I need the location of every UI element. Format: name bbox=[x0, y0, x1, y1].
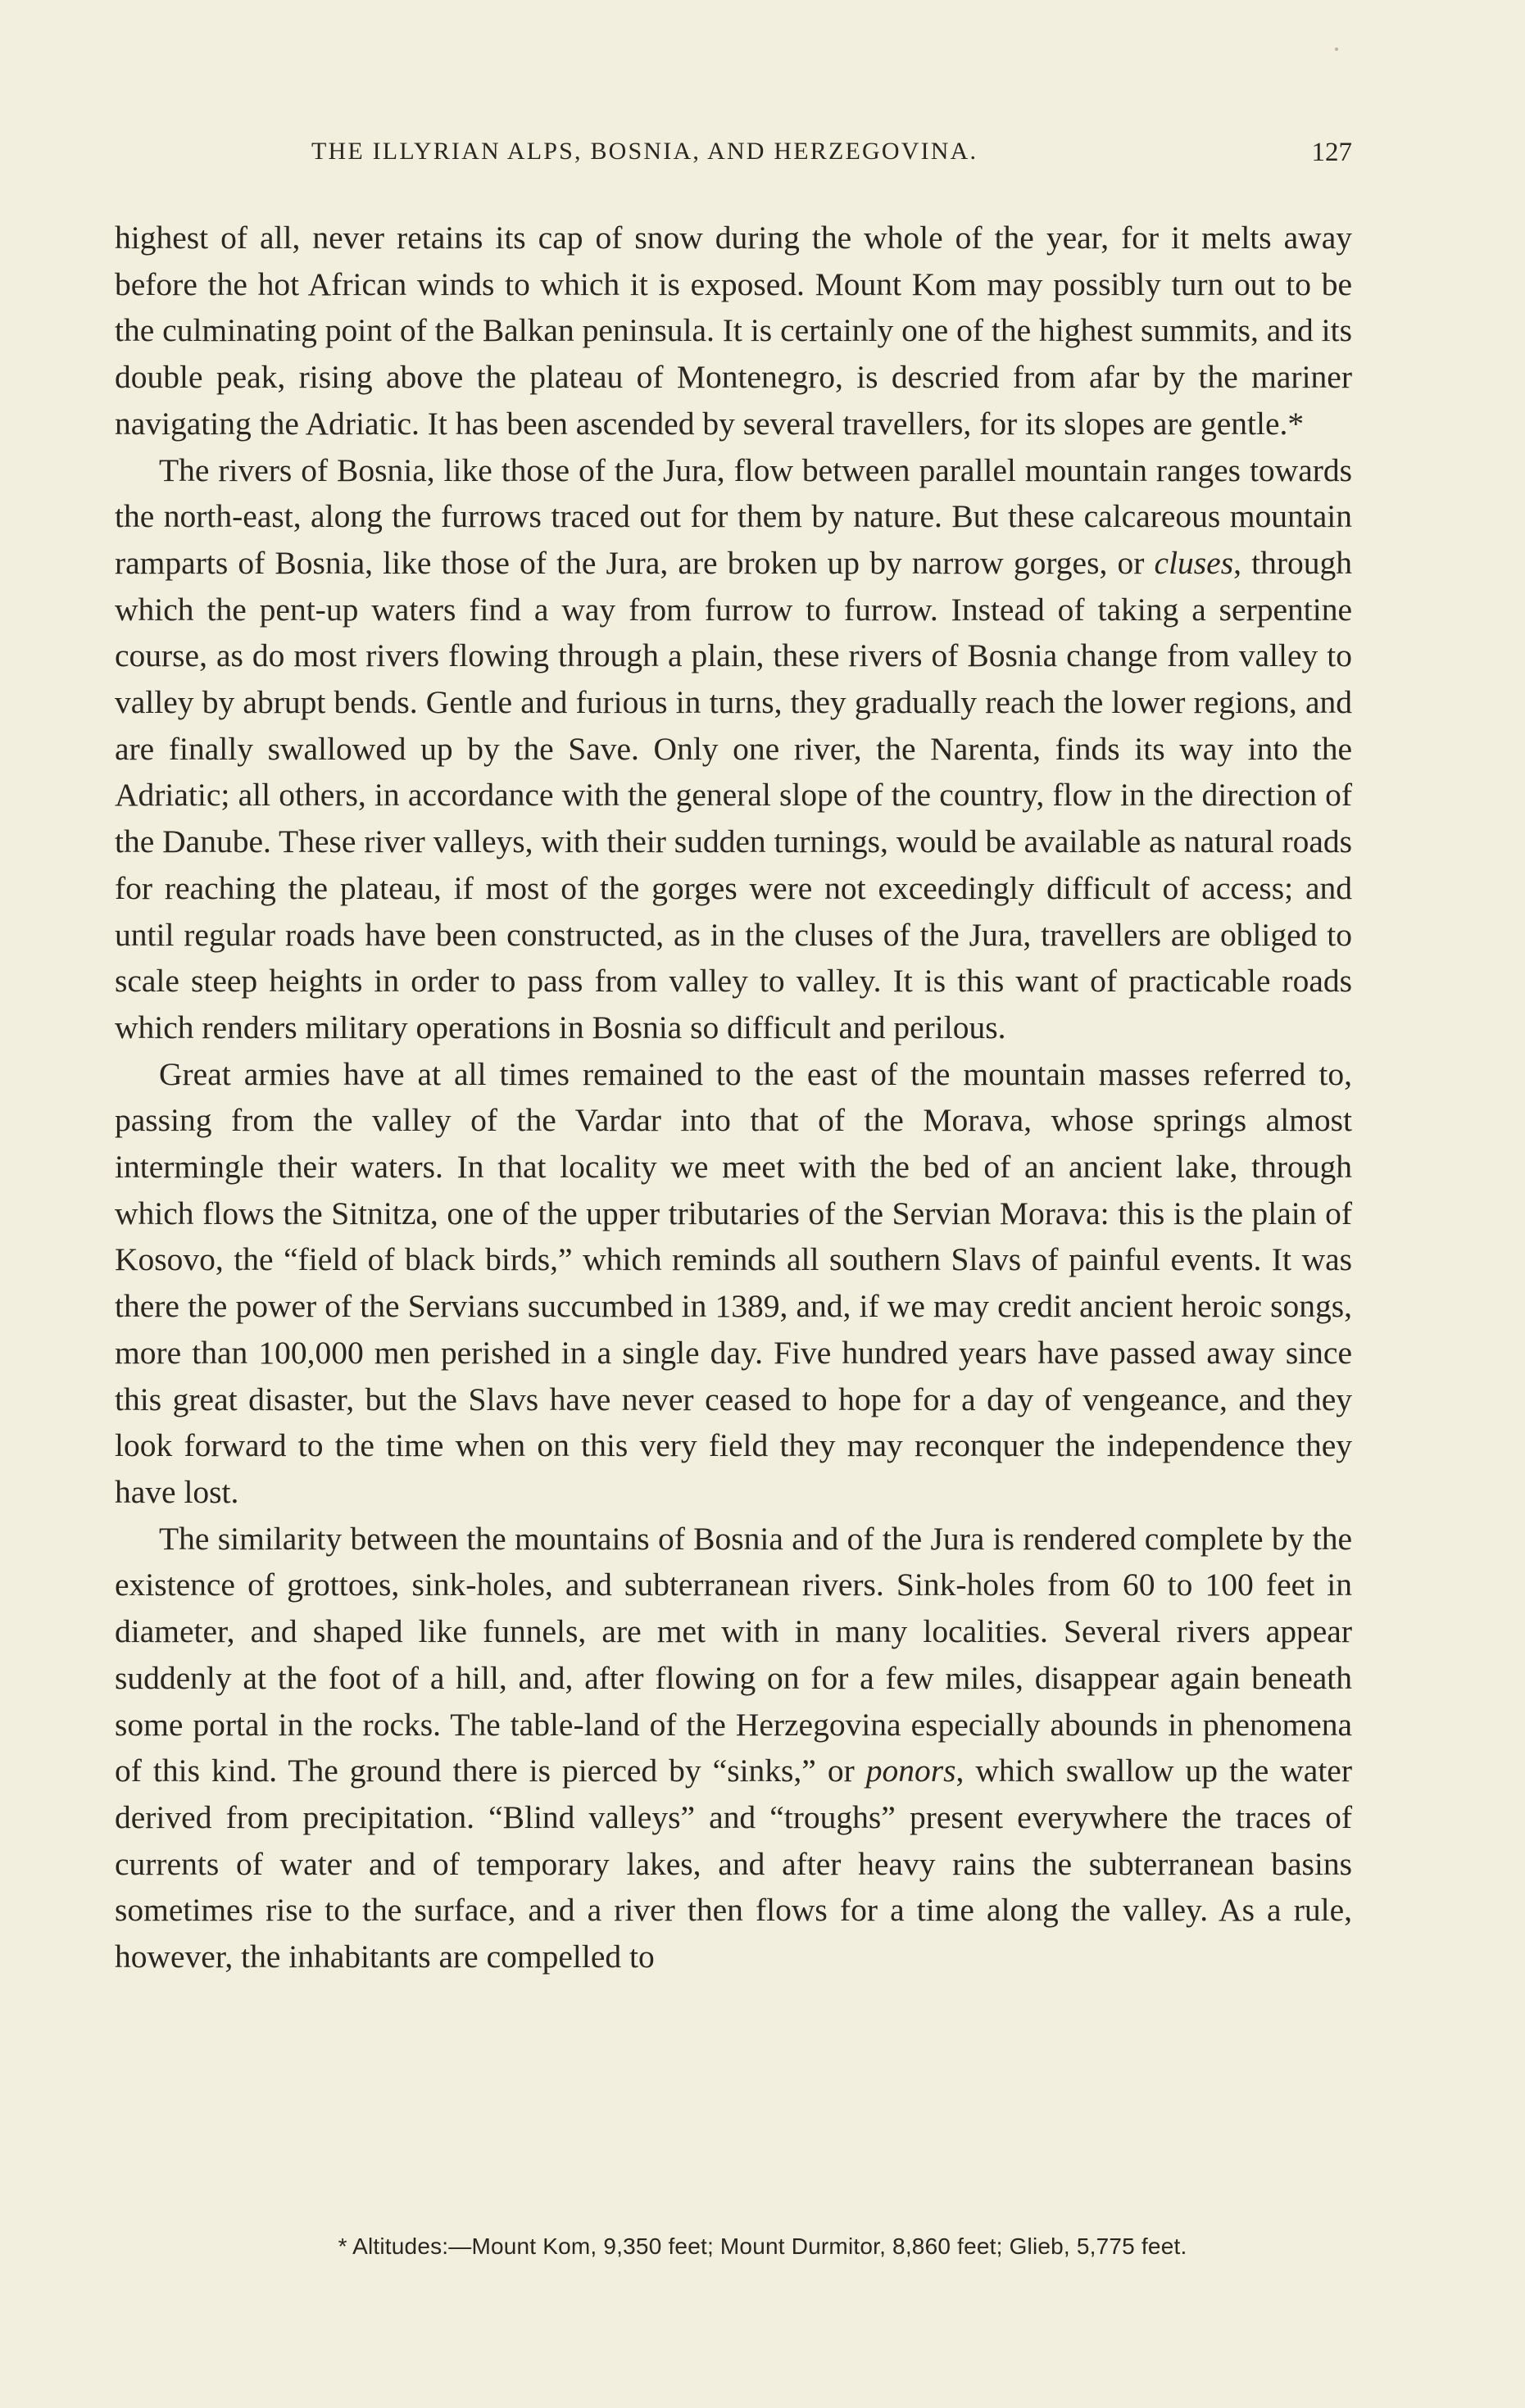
body-text bbox=[115, 215, 1352, 1980]
page-blemish bbox=[1335, 48, 1338, 51]
italic-term-ponors: ponors bbox=[865, 1753, 956, 1789]
paragraph-sink-holes bbox=[115, 1516, 1352, 1980]
paragraph-text: , through which the pent-up waters find a way from furrow to furrow. Instead of taking a serpentine course, as do most rivers flowing through a plain, these rivers of Bosnia change from valley to valley by abrupt bends. Gentle and furious in turns, they gradually reach the lower regions, and are finally swallowed up by the Save. Only one river, the Narenta, finds its way into the Adriatic; all others, in accordance with the general slope of the country, flow in the direction of the Danube. These river valleys, with their sudden turnings, would be available as natural roads for reaching the plateau, if most of the gorges were not exceedingly difficult of access; and until regular roads have been constructed, as in the cluses of the Jura, travellers are obliged to scale steep heights in order to pass from valley to valley. It is this want of practicable roads which renders military operations in Bosnia so difficult and perilous. bbox=[115, 544, 1352, 1045]
running-title: THE ILLYRIAN ALPS, BOSNIA, AND HERZEGOVINA. bbox=[311, 138, 978, 165]
italic-term-cluses: cluses bbox=[1154, 544, 1234, 581]
paragraph-text: , which swallow up the water derived from precipitation. “Blind valleys” and “troughs” present everywhere the traces of currents of water and of temporary lakes, and after heavy rains the subterranean basins sometimes rise to the surface, and a river then flows for a time along the valley. As a rule, however, the inhabitants are compelled to bbox=[115, 1753, 1352, 1975]
paragraph-bosnian-rivers bbox=[115, 447, 1352, 1051]
page-header bbox=[311, 138, 1352, 177]
paragraph-continued: highest of all, never retains its cap of snow during the whole of the year, for it melts away before the hot African winds to which it is exposed. Mount Kom may possibly turn out to be the culminating point of the Balkan peninsula. It is certainly one of the highest summits, and its double peak, rising above the plateau of Montenegro, is descried from afar by the mariner navigating the Adriatic. It has been ascended by several travellers, for its slopes are gentle.* bbox=[115, 220, 1352, 442]
paragraph-kosovo: Great armies have at all times remained to the east of the mountain masses referred to, passing from the valley of the Vardar into that of the Morava, whose springs almost intermingle their waters. In that locality we meet with the bed of an ancient lake, through which flows the Sitnitza, one of the upper tributaries of the Servian Morava: this is the plain of Kosovo, the “field of black birds,” which reminds all southern Slavs of painful events. It was there the power of the Servians succumbed in 1389, and, if we may credit ancient heroic songs, more than 100,000 men perished in a single day. Five hundred years have passed away since this great disaster, but the Slavs have never ceased to hope for a day of vengeance, and they look forward to the time when on this very field they may reconquer the independence they have lost. bbox=[115, 1055, 1352, 1510]
paragraph-text: The similarity between the mountains of Bosnia and of the Jura is rendered complete by the existence of grottoes, sink-holes, and subterranean rivers. Sink-holes from 60 to 100 feet in diameter, and shaped like funnels, are met with in many localities. Several rivers appear suddenly at the foot of a hill, and, after flowing on for a few miles, disappear again beneath some portal in the rocks. The table-land of the Herzegovina especially abounds in phenomena of this kind. The ground there is pierced by “sinks,” or bbox=[115, 1520, 1352, 1789]
paragraph-text: The rivers of Bosnia, like those of the Jura, flow between parallel mountain ranges towards the north-east, along the furrows traced out for them by nature. But these calcareous mountain ramparts of Bosnia, like those of the Jura, are broken up by narrow gorges, or bbox=[115, 451, 1352, 581]
footnote: * Altitudes:—Mount Kom, 9,350 feet; Mount Durmitor, 8,860 feet; Glieb, 5,775 feet. bbox=[338, 2233, 1187, 2259]
page-number: 127 bbox=[1311, 138, 1352, 167]
